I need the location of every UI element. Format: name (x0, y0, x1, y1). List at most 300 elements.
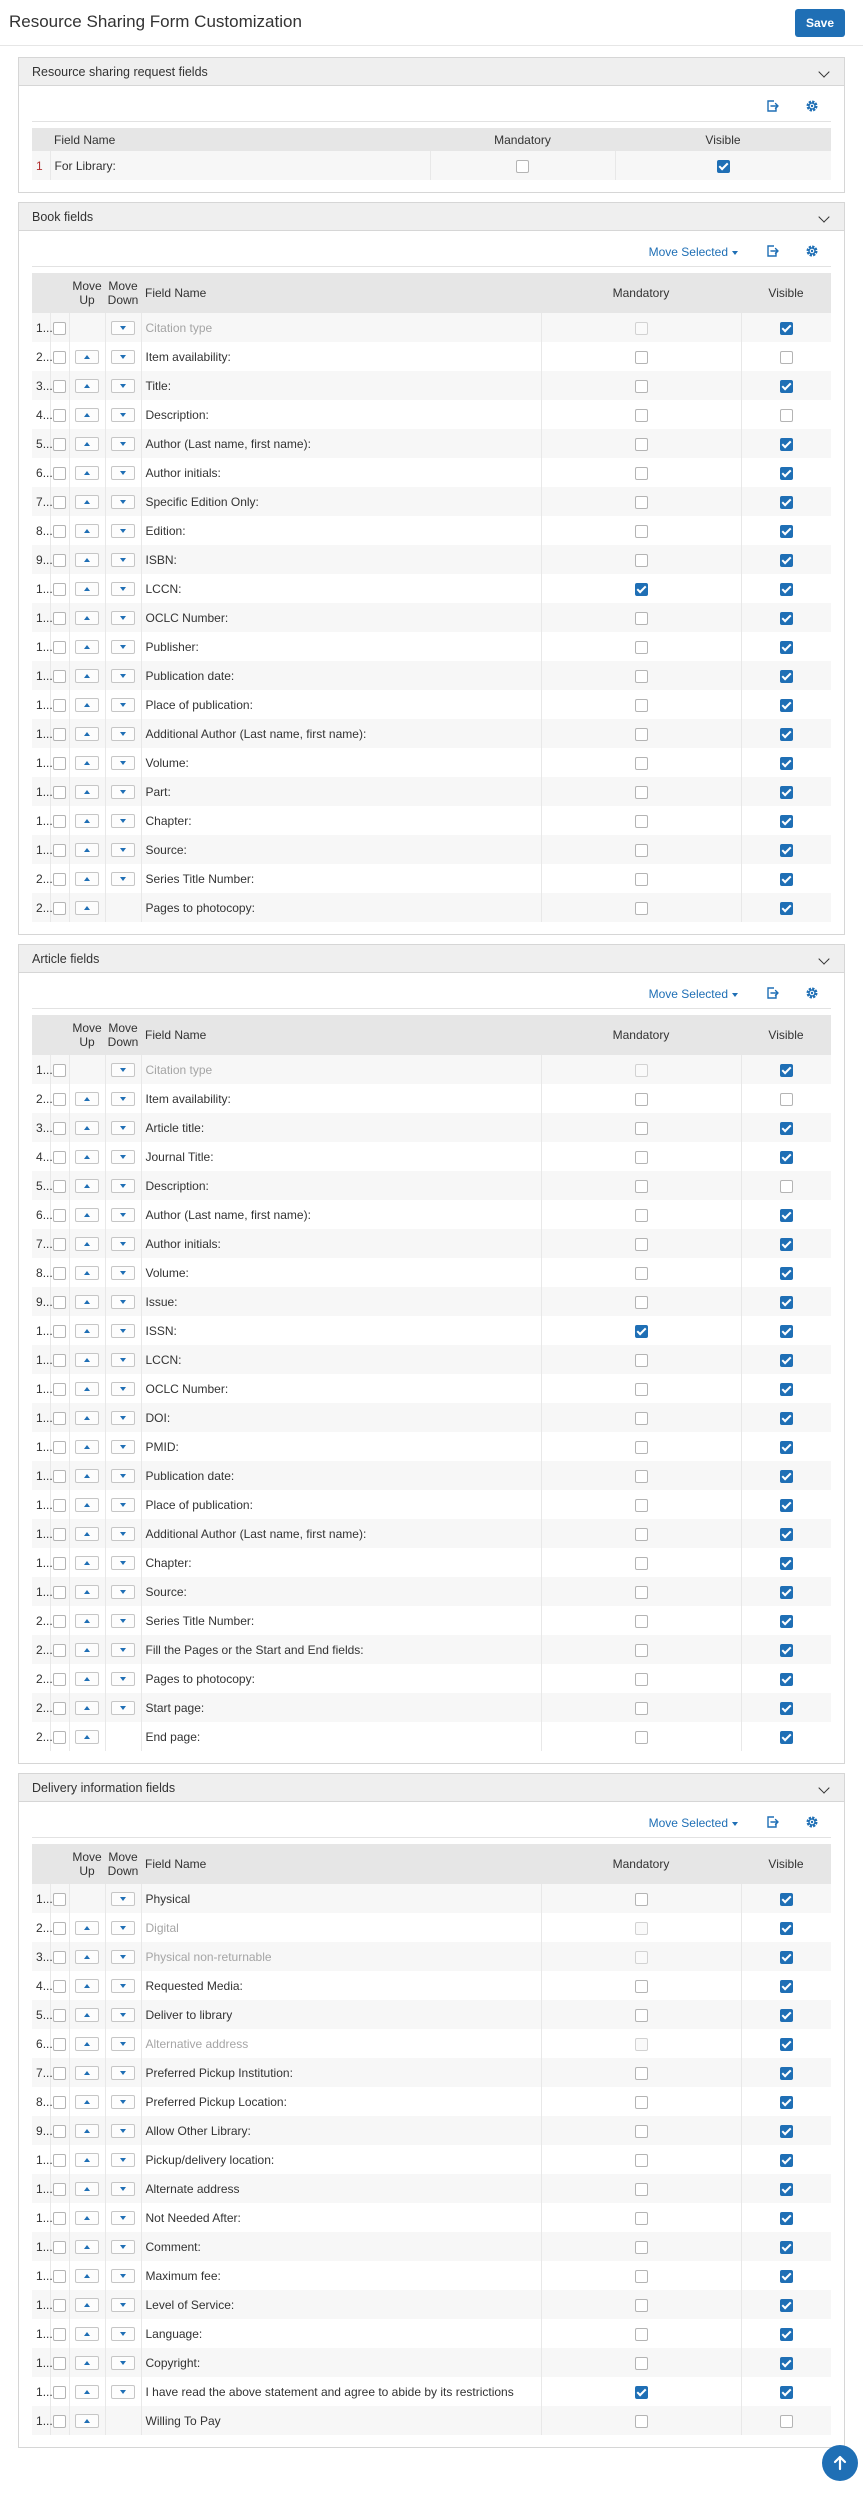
mandatory-checkbox[interactable] (635, 496, 648, 509)
move-up-button[interactable] (75, 1498, 99, 1512)
move-down-button[interactable] (111, 1979, 135, 1993)
visible-checkbox[interactable] (780, 902, 793, 915)
visible-checkbox[interactable] (780, 699, 793, 712)
mandatory-checkbox[interactable] (635, 786, 648, 799)
move-selected-dropdown[interactable] (649, 1816, 738, 1830)
move-down-button[interactable] (111, 321, 135, 335)
visible-checkbox[interactable] (780, 670, 793, 683)
move-up-button[interactable] (75, 2385, 99, 2399)
move-up-button[interactable] (75, 727, 99, 741)
row-select-checkbox[interactable] (53, 1470, 66, 1483)
visible-checkbox[interactable] (780, 322, 793, 335)
row-select-checkbox[interactable] (53, 1122, 66, 1135)
move-down-button[interactable] (111, 1208, 135, 1222)
visible-checkbox[interactable] (780, 2125, 793, 2138)
mandatory-checkbox[interactable] (635, 1499, 648, 1512)
row-select-checkbox[interactable] (53, 699, 66, 712)
mandatory-checkbox[interactable] (635, 467, 648, 480)
mandatory-checkbox[interactable] (635, 1528, 648, 1541)
row-select-checkbox[interactable] (53, 409, 66, 422)
visible-checkbox[interactable] (780, 525, 793, 538)
move-down-button[interactable] (111, 553, 135, 567)
visible-checkbox[interactable] (780, 1586, 793, 1599)
move-up-button[interactable] (75, 2269, 99, 2283)
mandatory-checkbox[interactable] (635, 1673, 648, 1686)
export-icon[interactable] (764, 1814, 780, 1830)
mandatory-checkbox[interactable] (635, 1586, 648, 1599)
move-down-button[interactable] (111, 1556, 135, 1570)
mandatory-checkbox[interactable] (635, 1354, 648, 1367)
move-down-button[interactable] (111, 379, 135, 393)
visible-checkbox[interactable] (780, 467, 793, 480)
mandatory-checkbox[interactable] (635, 1383, 648, 1396)
move-down-button[interactable] (111, 582, 135, 596)
move-down-button[interactable] (111, 640, 135, 654)
mandatory-checkbox[interactable] (635, 554, 648, 567)
row-select-checkbox[interactable] (53, 467, 66, 480)
visible-checkbox[interactable] (780, 1441, 793, 1454)
row-select-checkbox[interactable] (53, 351, 66, 364)
row-select-checkbox[interactable] (53, 1151, 66, 1164)
visible-checkbox[interactable] (717, 160, 730, 173)
row-select-checkbox[interactable] (53, 2038, 66, 2051)
row-select-checkbox[interactable] (53, 1064, 66, 1077)
visible-checkbox[interactable] (780, 786, 793, 799)
visible-checkbox[interactable] (780, 1267, 793, 1280)
visible-checkbox[interactable] (780, 844, 793, 857)
row-select-checkbox[interactable] (53, 1922, 66, 1935)
move-down-button[interactable] (111, 2211, 135, 2225)
visible-checkbox[interactable] (780, 2096, 793, 2109)
section-header[interactable] (19, 945, 844, 973)
move-up-button[interactable] (75, 1092, 99, 1106)
move-down-button[interactable] (111, 1266, 135, 1280)
mandatory-checkbox[interactable] (635, 902, 648, 915)
row-select-checkbox[interactable] (53, 2241, 66, 2254)
mandatory-checkbox[interactable] (635, 2270, 648, 2283)
row-select-checkbox[interactable] (53, 1731, 66, 1744)
move-down-button[interactable] (111, 2037, 135, 2051)
gear-icon[interactable] (804, 985, 820, 1001)
mandatory-checkbox[interactable] (635, 2415, 648, 2428)
move-down-button[interactable] (111, 1892, 135, 1906)
move-down-button[interactable] (111, 785, 135, 799)
move-up-button[interactable] (75, 814, 99, 828)
mandatory-checkbox[interactable] (635, 1412, 648, 1425)
move-up-button[interactable] (75, 2153, 99, 2167)
mandatory-checkbox[interactable] (635, 1893, 648, 1906)
move-down-button[interactable] (111, 669, 135, 683)
visible-checkbox[interactable] (780, 438, 793, 451)
move-down-button[interactable] (111, 437, 135, 451)
move-up-button[interactable] (75, 2414, 99, 2428)
move-up-button[interactable] (75, 553, 99, 567)
visible-checkbox[interactable] (780, 1644, 793, 1657)
move-down-button[interactable] (111, 2385, 135, 2399)
move-up-button[interactable] (75, 2298, 99, 2312)
move-up-button[interactable] (75, 1208, 99, 1222)
section-header[interactable] (19, 203, 844, 231)
row-select-checkbox[interactable] (53, 1951, 66, 1964)
mandatory-checkbox[interactable] (635, 2096, 648, 2109)
mandatory-checkbox[interactable] (635, 1238, 648, 1251)
mandatory-checkbox[interactable] (635, 2183, 648, 2196)
visible-checkbox[interactable] (780, 757, 793, 770)
move-up-button[interactable] (75, 2095, 99, 2109)
row-select-checkbox[interactable] (53, 902, 66, 915)
move-down-button[interactable] (111, 1295, 135, 1309)
row-select-checkbox[interactable] (53, 496, 66, 509)
visible-checkbox[interactable] (780, 1922, 793, 1935)
visible-checkbox[interactable] (780, 1893, 793, 1906)
export-icon[interactable] (764, 98, 780, 114)
visible-checkbox[interactable] (780, 641, 793, 654)
visible-checkbox[interactable] (780, 2067, 793, 2080)
move-up-button[interactable] (75, 437, 99, 451)
export-icon[interactable] (764, 985, 780, 1001)
row-select-checkbox[interactable] (53, 2009, 66, 2022)
visible-checkbox[interactable] (780, 1354, 793, 1367)
visible-checkbox[interactable] (780, 1122, 793, 1135)
mandatory-checkbox[interactable] (635, 1267, 648, 1280)
mandatory-checkbox[interactable] (635, 699, 648, 712)
mandatory-checkbox[interactable] (635, 612, 648, 625)
section-header[interactable] (19, 58, 844, 86)
move-up-button[interactable] (75, 379, 99, 393)
move-up-button[interactable] (75, 1353, 99, 1367)
move-up-button[interactable] (75, 1701, 99, 1715)
mandatory-checkbox[interactable] (635, 322, 648, 335)
mandatory-checkbox[interactable] (635, 641, 648, 654)
move-up-button[interactable] (75, 1979, 99, 1993)
visible-checkbox[interactable] (780, 554, 793, 567)
visible-checkbox[interactable] (780, 815, 793, 828)
mandatory-checkbox[interactable] (635, 2067, 648, 2080)
row-select-checkbox[interactable] (53, 322, 66, 335)
move-up-button[interactable] (75, 1295, 99, 1309)
mandatory-checkbox[interactable] (635, 873, 648, 886)
move-down-button[interactable] (111, 1701, 135, 1715)
visible-checkbox[interactable] (780, 1499, 793, 1512)
move-down-button[interactable] (111, 872, 135, 886)
move-up-button[interactable] (75, 785, 99, 799)
move-up-button[interactable] (75, 1382, 99, 1396)
move-up-button[interactable] (75, 698, 99, 712)
visible-checkbox[interactable] (780, 1951, 793, 1964)
move-down-button[interactable] (111, 2240, 135, 2254)
row-select-checkbox[interactable] (53, 554, 66, 567)
row-select-checkbox[interactable] (53, 1354, 66, 1367)
move-down-button[interactable] (111, 1411, 135, 1425)
mandatory-checkbox[interactable] (635, 757, 648, 770)
visible-checkbox[interactable] (780, 1151, 793, 1164)
visible-checkbox[interactable] (780, 2299, 793, 2312)
visible-checkbox[interactable] (780, 1557, 793, 1570)
move-down-button[interactable] (111, 2327, 135, 2341)
row-select-checkbox[interactable] (53, 2067, 66, 2080)
visible-checkbox[interactable] (780, 583, 793, 596)
export-icon[interactable] (764, 243, 780, 259)
move-down-button[interactable] (111, 1672, 135, 1686)
save-button[interactable]: Save (795, 9, 845, 37)
move-up-button[interactable] (75, 872, 99, 886)
mandatory-checkbox[interactable] (635, 1093, 648, 1106)
row-select-checkbox[interactable] (53, 1209, 66, 1222)
row-select-checkbox[interactable] (53, 2096, 66, 2109)
row-select-checkbox[interactable] (53, 2125, 66, 2138)
move-up-button[interactable] (75, 1672, 99, 1686)
visible-checkbox[interactable] (780, 1412, 793, 1425)
mandatory-checkbox[interactable] (635, 2038, 648, 2051)
row-select-checkbox[interactable] (53, 2154, 66, 2167)
mandatory-checkbox[interactable] (635, 1922, 648, 1935)
chevron-down-icon[interactable] (818, 953, 829, 964)
row-select-checkbox[interactable] (53, 1644, 66, 1657)
move-down-button[interactable] (111, 2095, 135, 2109)
move-down-button[interactable] (111, 1950, 135, 1964)
visible-checkbox[interactable] (780, 1528, 793, 1541)
move-down-button[interactable] (111, 1063, 135, 1077)
visible-checkbox[interactable] (780, 1980, 793, 1993)
row-select-checkbox[interactable] (53, 670, 66, 683)
row-select-checkbox[interactable] (53, 1296, 66, 1309)
scroll-to-top-button[interactable] (822, 2445, 858, 2481)
visible-checkbox[interactable] (780, 1064, 793, 1077)
move-up-button[interactable] (75, 1121, 99, 1135)
mandatory-checkbox[interactable] (635, 1122, 648, 1135)
move-up-button[interactable] (75, 2182, 99, 2196)
move-down-button[interactable] (111, 2124, 135, 2138)
row-select-checkbox[interactable] (53, 612, 66, 625)
move-up-button[interactable] (75, 2327, 99, 2341)
move-selected-dropdown[interactable] (649, 245, 738, 259)
visible-checkbox[interactable] (780, 1296, 793, 1309)
visible-checkbox[interactable] (780, 1180, 793, 1193)
row-select-checkbox[interactable] (53, 786, 66, 799)
row-select-checkbox[interactable] (53, 380, 66, 393)
visible-checkbox[interactable] (780, 2009, 793, 2022)
visible-checkbox[interactable] (780, 1731, 793, 1744)
move-up-button[interactable] (75, 843, 99, 857)
move-down-button[interactable] (111, 1092, 135, 1106)
mandatory-checkbox[interactable] (635, 1731, 648, 1744)
mandatory-checkbox[interactable] (635, 1209, 648, 1222)
mandatory-checkbox[interactable] (635, 670, 648, 683)
row-select-checkbox[interactable] (53, 1499, 66, 1512)
visible-checkbox[interactable] (780, 728, 793, 741)
visible-checkbox[interactable] (780, 2270, 793, 2283)
move-down-button[interactable] (111, 1527, 135, 1541)
move-up-button[interactable] (75, 2240, 99, 2254)
visible-checkbox[interactable] (780, 1325, 793, 1338)
row-select-checkbox[interactable] (53, 1980, 66, 1993)
move-up-button[interactable] (75, 408, 99, 422)
move-up-button[interactable] (75, 1324, 99, 1338)
move-up-button[interactable] (75, 611, 99, 625)
row-select-checkbox[interactable] (53, 1093, 66, 1106)
visible-checkbox[interactable] (780, 1470, 793, 1483)
move-down-button[interactable] (111, 466, 135, 480)
move-down-button[interactable] (111, 1382, 135, 1396)
mandatory-checkbox[interactable] (635, 2386, 648, 2399)
move-down-button[interactable] (111, 756, 135, 770)
move-down-button[interactable] (111, 1614, 135, 1628)
mandatory-checkbox[interactable] (635, 815, 648, 828)
visible-checkbox[interactable] (780, 409, 793, 422)
row-select-checkbox[interactable] (53, 1673, 66, 1686)
visible-checkbox[interactable] (780, 2183, 793, 2196)
mandatory-checkbox[interactable] (635, 1644, 648, 1657)
move-down-button[interactable] (111, 1440, 135, 1454)
move-down-button[interactable] (111, 1498, 135, 1512)
move-down-button[interactable] (111, 1121, 135, 1135)
visible-checkbox[interactable] (780, 1615, 793, 1628)
row-select-checkbox[interactable] (53, 525, 66, 538)
visible-checkbox[interactable] (780, 1209, 793, 1222)
mandatory-checkbox[interactable] (635, 1325, 648, 1338)
row-select-checkbox[interactable] (53, 1528, 66, 1541)
move-down-button[interactable] (111, 2269, 135, 2283)
visible-checkbox[interactable] (780, 1383, 793, 1396)
mandatory-checkbox[interactable] (635, 1702, 648, 1715)
move-down-button[interactable] (111, 2356, 135, 2370)
move-up-button[interactable] (75, 1150, 99, 1164)
gear-icon[interactable] (804, 1814, 820, 1830)
move-down-button[interactable] (111, 2182, 135, 2196)
move-down-button[interactable] (111, 1237, 135, 1251)
mandatory-checkbox[interactable] (635, 1064, 648, 1077)
visible-checkbox[interactable] (780, 1673, 793, 1686)
move-down-button[interactable] (111, 2066, 135, 2080)
mandatory-checkbox[interactable] (635, 1296, 648, 1309)
move-up-button[interactable] (75, 1614, 99, 1628)
move-up-button[interactable] (75, 1527, 99, 1541)
visible-checkbox[interactable] (780, 2357, 793, 2370)
move-down-button[interactable] (111, 408, 135, 422)
row-select-checkbox[interactable] (53, 1325, 66, 1338)
row-select-checkbox[interactable] (53, 2357, 66, 2370)
row-select-checkbox[interactable] (53, 1412, 66, 1425)
move-down-button[interactable] (111, 1469, 135, 1483)
mandatory-checkbox[interactable] (635, 844, 648, 857)
mandatory-checkbox[interactable] (635, 380, 648, 393)
move-down-button[interactable] (111, 1921, 135, 1935)
row-select-checkbox[interactable] (53, 2386, 66, 2399)
mandatory-checkbox[interactable] (635, 1441, 648, 1454)
row-select-checkbox[interactable] (53, 1180, 66, 1193)
move-up-button[interactable] (75, 1921, 99, 1935)
move-down-button[interactable] (111, 727, 135, 741)
visible-checkbox[interactable] (780, 2386, 793, 2399)
move-up-button[interactable] (75, 640, 99, 654)
mandatory-checkbox[interactable] (635, 1980, 648, 1993)
row-select-checkbox[interactable] (53, 757, 66, 770)
mandatory-checkbox[interactable] (635, 2212, 648, 2225)
mandatory-checkbox[interactable] (635, 583, 648, 596)
mandatory-checkbox[interactable] (516, 160, 529, 173)
move-up-button[interactable] (75, 466, 99, 480)
row-select-checkbox[interactable] (53, 438, 66, 451)
visible-checkbox[interactable] (780, 380, 793, 393)
move-up-button[interactable] (75, 350, 99, 364)
mandatory-checkbox[interactable] (635, 525, 648, 538)
mandatory-checkbox[interactable] (635, 728, 648, 741)
move-up-button[interactable] (75, 1179, 99, 1193)
move-up-button[interactable] (75, 1643, 99, 1657)
move-down-button[interactable] (111, 698, 135, 712)
row-select-checkbox[interactable] (53, 641, 66, 654)
chevron-down-icon[interactable] (818, 66, 829, 77)
mandatory-checkbox[interactable] (635, 2357, 648, 2370)
visible-checkbox[interactable] (780, 2328, 793, 2341)
move-up-button[interactable] (75, 2356, 99, 2370)
row-select-checkbox[interactable] (53, 1702, 66, 1715)
mandatory-checkbox[interactable] (635, 351, 648, 364)
visible-checkbox[interactable] (780, 1093, 793, 1106)
row-select-checkbox[interactable] (53, 1238, 66, 1251)
mandatory-checkbox[interactable] (635, 2154, 648, 2167)
move-up-button[interactable] (75, 2211, 99, 2225)
move-up-button[interactable] (75, 1950, 99, 1964)
move-up-button[interactable] (75, 1730, 99, 1744)
chevron-down-icon[interactable] (818, 211, 829, 222)
row-select-checkbox[interactable] (53, 1267, 66, 1280)
row-select-checkbox[interactable] (53, 1441, 66, 1454)
mandatory-checkbox[interactable] (635, 2328, 648, 2341)
row-select-checkbox[interactable] (53, 1615, 66, 1628)
visible-checkbox[interactable] (780, 1238, 793, 1251)
row-select-checkbox[interactable] (53, 1557, 66, 1570)
move-down-button[interactable] (111, 814, 135, 828)
row-select-checkbox[interactable] (53, 815, 66, 828)
move-down-button[interactable] (111, 1643, 135, 1657)
mandatory-checkbox[interactable] (635, 438, 648, 451)
move-down-button[interactable] (111, 1324, 135, 1338)
move-down-button[interactable] (111, 524, 135, 538)
move-down-button[interactable] (111, 843, 135, 857)
move-up-button[interactable] (75, 524, 99, 538)
mandatory-checkbox[interactable] (635, 2009, 648, 2022)
row-select-checkbox[interactable] (53, 1383, 66, 1396)
move-down-button[interactable] (111, 350, 135, 364)
row-select-checkbox[interactable] (53, 873, 66, 886)
move-down-button[interactable] (111, 2153, 135, 2167)
mandatory-checkbox[interactable] (635, 1557, 648, 1570)
gear-icon[interactable] (804, 98, 820, 114)
move-down-button[interactable] (111, 1179, 135, 1193)
visible-checkbox[interactable] (780, 2038, 793, 2051)
move-up-button[interactable] (75, 1266, 99, 1280)
gear-icon[interactable] (804, 243, 820, 259)
row-select-checkbox[interactable] (53, 2183, 66, 2196)
mandatory-checkbox[interactable] (635, 1180, 648, 1193)
move-up-button[interactable] (75, 2124, 99, 2138)
visible-checkbox[interactable] (780, 2241, 793, 2254)
visible-checkbox[interactable] (780, 496, 793, 509)
row-select-checkbox[interactable] (53, 2212, 66, 2225)
move-up-button[interactable] (75, 1556, 99, 1570)
move-down-button[interactable] (111, 2008, 135, 2022)
move-up-button[interactable] (75, 2008, 99, 2022)
move-up-button[interactable] (75, 901, 99, 915)
move-down-button[interactable] (111, 1353, 135, 1367)
visible-checkbox[interactable] (780, 2415, 793, 2428)
move-up-button[interactable] (75, 495, 99, 509)
move-up-button[interactable] (75, 1411, 99, 1425)
chevron-down-icon[interactable] (818, 1782, 829, 1793)
row-select-checkbox[interactable] (53, 583, 66, 596)
move-down-button[interactable] (111, 495, 135, 509)
